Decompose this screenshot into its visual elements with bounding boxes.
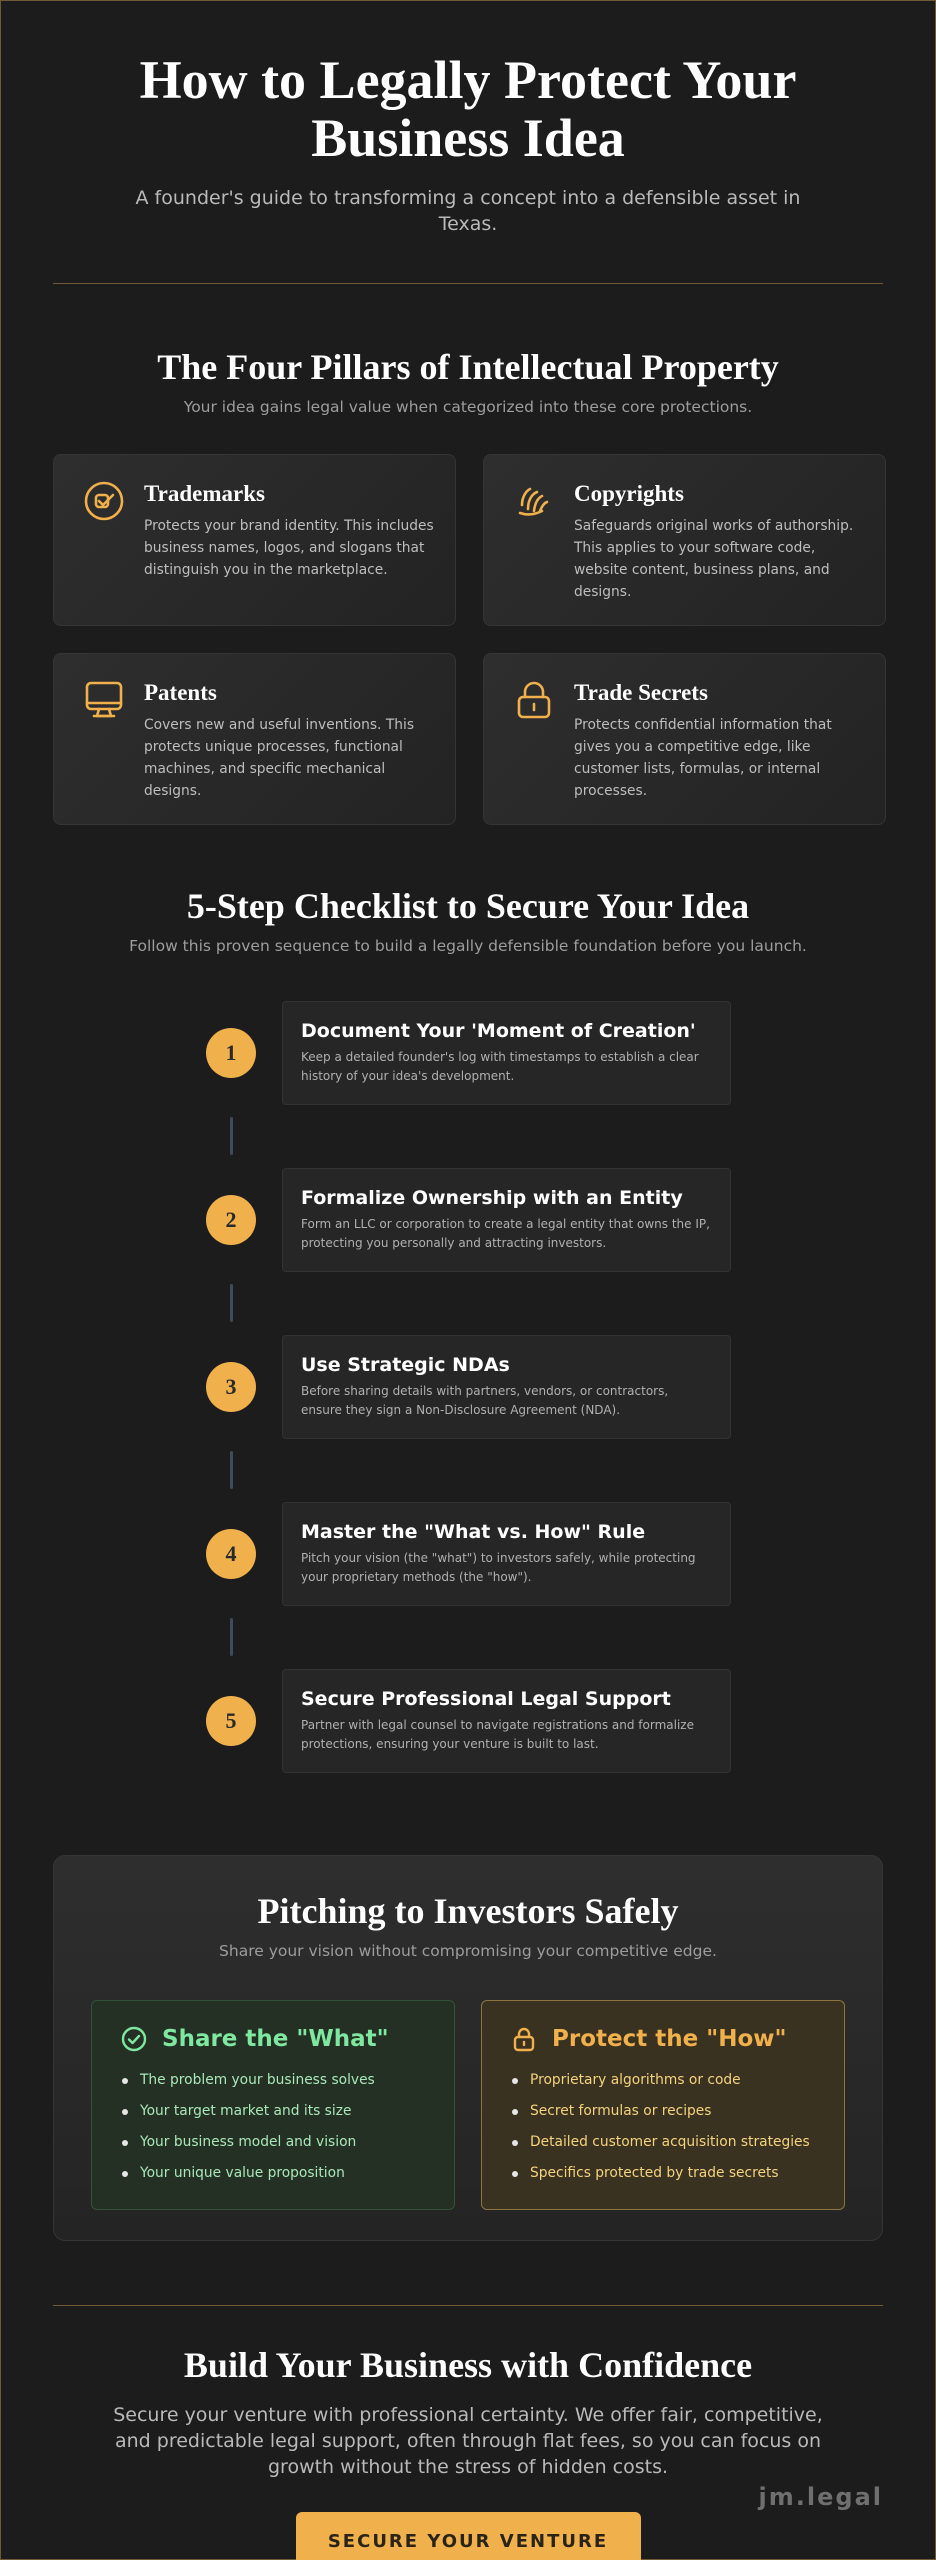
list-item: Your unique value proposition xyxy=(120,2158,454,2189)
pillar-desc: Protects confidential information that gives you a competitive edge, like customer lists, formulas, or internal processes. xyxy=(574,717,832,799)
pillar-title: Trade Secrets xyxy=(574,680,708,705)
step-connector xyxy=(230,1284,233,1322)
share-list xyxy=(120,2065,454,2189)
cta-section xyxy=(1,2306,935,2560)
pitching-title: Pitching to Investors Safely xyxy=(257,1891,679,1931)
share-heading: Share the "What" xyxy=(162,2026,389,2052)
step-connector xyxy=(230,1117,233,1155)
pillar-card-patents xyxy=(53,653,456,825)
step-number: 3 xyxy=(206,1362,256,1412)
pillar-title: Copyrights xyxy=(574,481,684,506)
list-item: Specifics protected by trade secrets xyxy=(510,2158,844,2189)
pillars-grid xyxy=(53,454,883,825)
list-item: Proprietary algorithms or code xyxy=(510,2065,844,2096)
pillars-section xyxy=(1,346,935,825)
step-number: 5 xyxy=(206,1696,256,1746)
cta-text: Secure your venture with professional certainty. We offer fair, competitive, and predictable legal support, often through flat fees, so you can focus on growth without the stress of hidden costs. xyxy=(113,2404,823,2478)
step-number: 2 xyxy=(206,1195,256,1245)
pillars-title: The Four Pillars of Intellectual Property xyxy=(157,347,779,387)
step-title: Use Strategic NDAs xyxy=(301,1354,510,1376)
step-title: Master the "What vs. How" Rule xyxy=(301,1521,646,1543)
lock-icon xyxy=(510,2025,538,2053)
list-item: Secret formulas or recipes xyxy=(510,2096,844,2127)
pillar-desc: Safeguards original works of authorship. This applies to your software code, website content, business plans, and designs. xyxy=(574,518,854,600)
step-number: 4 xyxy=(206,1529,256,1579)
pillars-subtitle: Your idea gains legal value when categorized into these core protections. xyxy=(183,398,753,416)
step-desc: Form an LLC or corporation to create a legal entity that owns the IP, protecting you personally and attracting investors. xyxy=(301,1217,710,1250)
monitor-icon xyxy=(82,678,128,724)
pillar-card-copyrights xyxy=(483,454,886,626)
checklist-title: 5-Step Checklist to Secure Your Idea xyxy=(186,886,750,926)
pillar-title: Patents xyxy=(144,680,217,705)
page-title: How to Legally Protect Your Business Idea xyxy=(139,50,797,168)
step-desc: Partner with legal counsel to navigate registrations and formalize protections, ensuring your venture is built to last. xyxy=(301,1718,694,1751)
protect-list xyxy=(510,2065,844,2189)
step-item xyxy=(1,1502,935,1606)
hand-write-icon xyxy=(512,479,558,525)
step-item xyxy=(1,1168,935,1272)
cta-title: Build Your Business with Confidence xyxy=(183,2345,753,2385)
pitching-columns xyxy=(91,2000,845,2210)
divider xyxy=(53,283,883,284)
step-number: 1 xyxy=(206,1028,256,1078)
list-item: Your target market and its size xyxy=(120,2096,454,2127)
step-desc: Keep a detailed founder's log with timestamps to establish a clear history of your idea's development. xyxy=(301,1050,699,1083)
share-what-panel xyxy=(91,2000,455,2210)
step-box xyxy=(282,1001,731,1105)
pillar-title: Trademarks xyxy=(144,481,265,506)
step-box xyxy=(282,1502,731,1606)
step-desc: Before sharing details with partners, vendors, or contractors, ensure they sign a Non-Disclosure Agreement (NDA). xyxy=(301,1384,669,1417)
step-desc: Pitch your vision (the "what") to investors safely, while protecting your proprietary methods (the "how"). xyxy=(301,1551,696,1584)
pillar-desc: Protects your brand identity. This includes business names, logos, and slogans that distinguish you in the marketplace. xyxy=(144,518,434,578)
pitching-section xyxy=(53,1855,883,2241)
pillar-desc: Covers new and useful inventions. This protects unique processes, functional machines, and specific mechanical designs. xyxy=(144,717,415,799)
pillar-card-trademarks xyxy=(53,454,456,626)
badge-check-icon xyxy=(82,479,128,525)
step-box xyxy=(282,1335,731,1439)
step-item xyxy=(1,1669,935,1773)
pitching-subtitle: Share your vision without compromising your competitive edge. xyxy=(219,1942,717,1960)
lock-icon xyxy=(512,678,558,724)
list-item: Your business model and vision xyxy=(120,2127,454,2158)
step-title: Formalize Ownership with an Entity xyxy=(301,1187,683,1209)
step-box xyxy=(282,1168,731,1272)
steps-list xyxy=(1,1001,935,1791)
step-box xyxy=(282,1669,731,1773)
list-item: Detailed customer acquisition strategies xyxy=(510,2127,844,2158)
hero-section xyxy=(1,1,935,237)
step-title: Secure Professional Legal Support xyxy=(301,1688,671,1710)
checklist-section xyxy=(1,885,935,1791)
secure-venture-button[interactable]: SECURE YOUR VENTURE xyxy=(296,2512,641,2560)
step-item xyxy=(1,1335,935,1439)
list-item: The problem your business solves xyxy=(120,2065,454,2096)
step-connector xyxy=(230,1618,233,1656)
protect-how-panel xyxy=(481,2000,845,2210)
page-subtitle: A founder's guide to transforming a concept into a defensible asset in Texas. xyxy=(135,187,801,235)
step-connector xyxy=(230,1451,233,1489)
pillar-card-trade-secrets xyxy=(483,653,886,825)
step-item xyxy=(1,1001,935,1105)
step-title: Document Your 'Moment of Creation' xyxy=(301,1020,696,1042)
checklist-subtitle: Follow this proven sequence to build a legally defensible foundation before you launch. xyxy=(129,937,807,955)
brand-logo: jm.legal xyxy=(758,2483,883,2511)
protect-heading: Protect the "How" xyxy=(552,2026,787,2052)
check-circle-icon xyxy=(120,2025,148,2053)
